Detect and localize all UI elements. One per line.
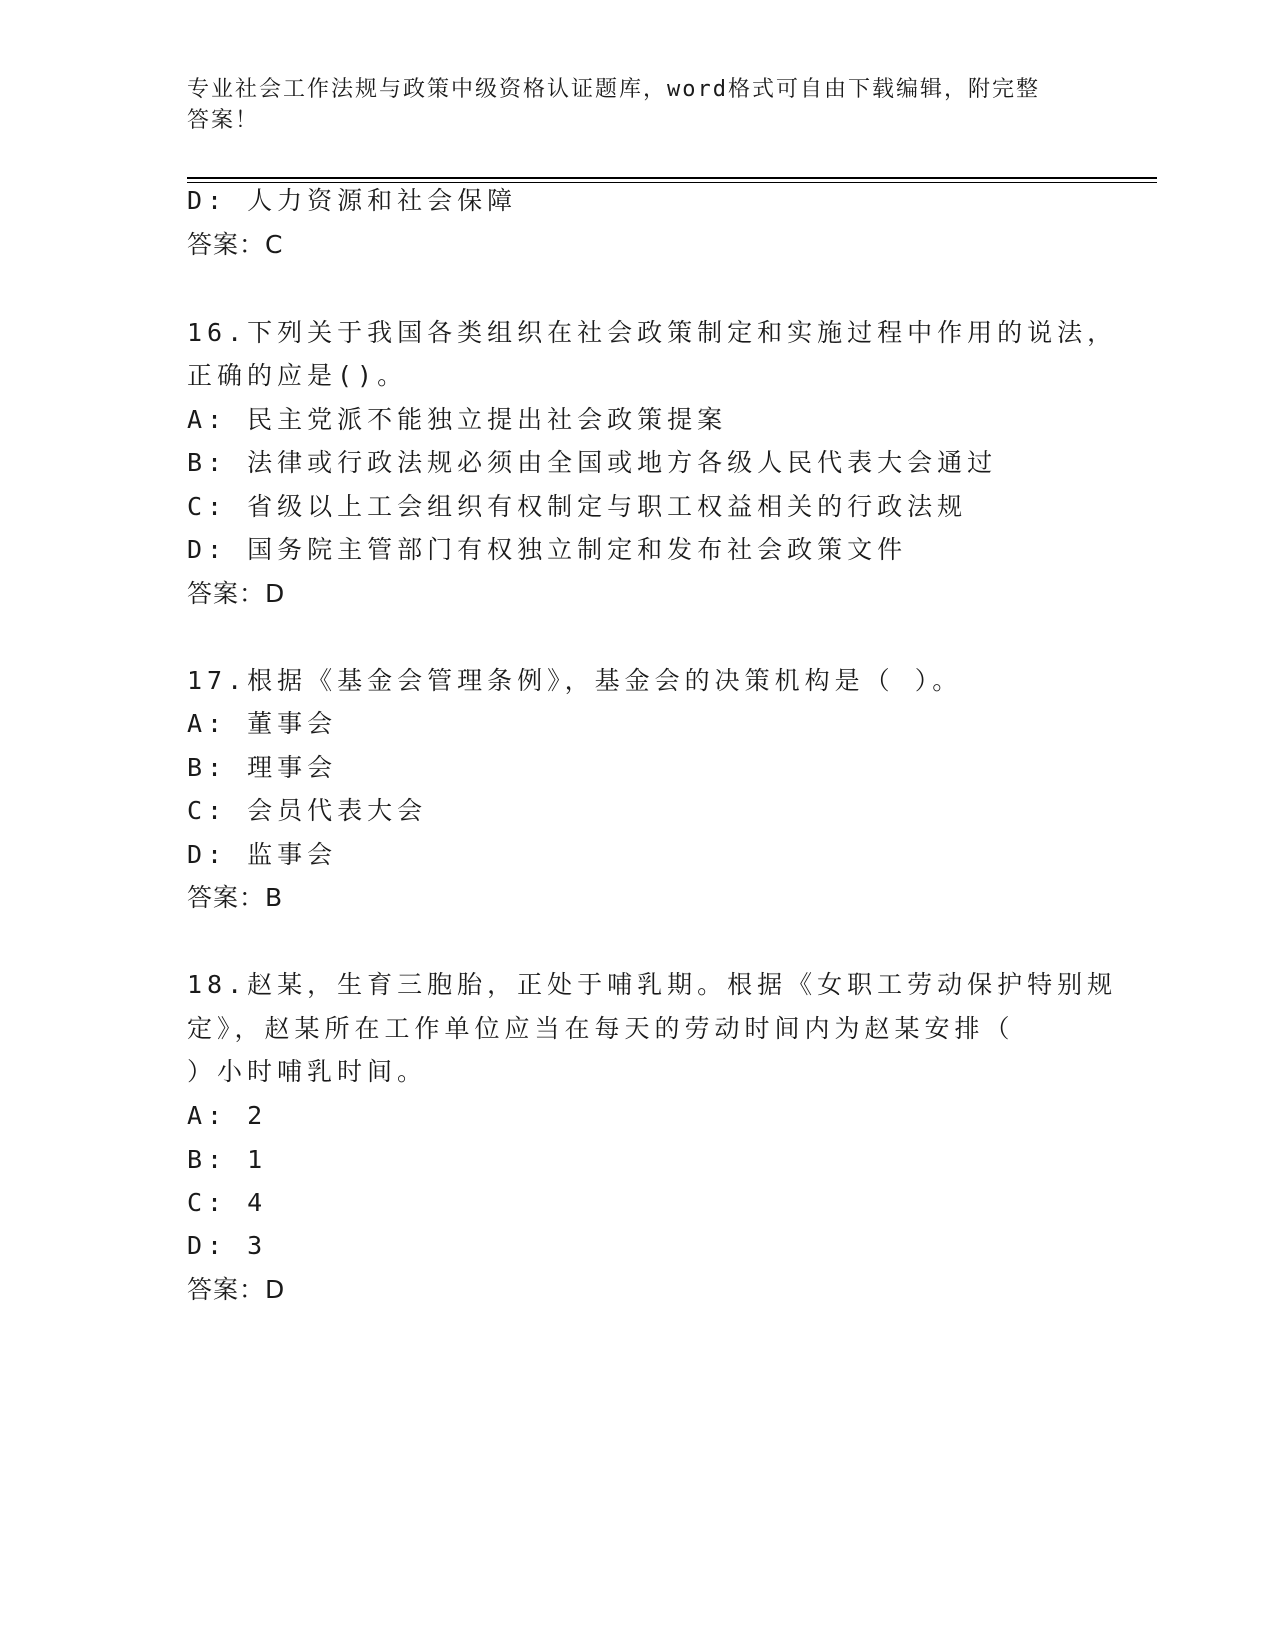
- q17-option-b: B: 理事会: [187, 753, 338, 782]
- q18-option-b: B: 1: [187, 1145, 268, 1174]
- q18-stem-line-1: 18.赵某，生育三胞胎，正处于哺乳期。根据《女职工劳动保护特别规: [187, 970, 1118, 999]
- header-rule-thick: [187, 177, 1157, 179]
- header-line-1: 专业社会工作法规与政策中级资格认证题库，word格式可自由下载编辑，附完整: [187, 77, 1040, 102]
- q17-answer: 答案：B: [187, 883, 284, 912]
- q16-answer: 答案：D: [187, 579, 286, 608]
- q16-option-b: B: 法律或行政法规必须由全国或地方各级人民代表大会通过: [187, 448, 998, 477]
- header-line-2: 答案！: [187, 108, 260, 133]
- q18-stem-line-2: 定》，赵某所在工作单位应当在每天的劳动时间内为赵某安排（: [187, 1014, 1015, 1043]
- prev-answer: 答案：C: [187, 230, 284, 259]
- q16-option-c: C: 省级以上工会组织有权制定与职工权益相关的行政法规: [187, 492, 968, 521]
- header-rule-thin: [187, 182, 1157, 183]
- q17-stem-line-1: 17.根据《基金会管理条例》，基金会的决策机构是（ ）。: [187, 666, 963, 695]
- q16-stem-line-2: 正确的应是()。: [187, 361, 408, 390]
- q17-option-a: A: 董事会: [187, 709, 338, 738]
- q16-option-a: A: 民主党派不能独立提出社会政策提案: [187, 405, 728, 434]
- page-header: [187, 74, 1087, 136]
- q18-option-a: A: 2: [187, 1101, 268, 1130]
- q18-option-c: C: 4: [187, 1188, 268, 1217]
- q18-stem-line-3: ）小时哺乳时间。: [187, 1057, 428, 1086]
- q17-option-d: D: 监事会: [187, 840, 338, 869]
- q16-stem-line-1: 16.下列关于我国各类组织在社会政策制定和实施过程中作用的说法，: [187, 318, 1118, 347]
- q16-option-d: D: 国务院主管部门有权独立制定和发布社会政策文件: [187, 535, 908, 564]
- q18-option-d: D: 3: [187, 1231, 268, 1260]
- prev-option-d: D: 人力资源和社会保障: [187, 186, 518, 215]
- q18-answer: 答案：D: [187, 1275, 286, 1304]
- q17-option-c: C: 会员代表大会: [187, 796, 428, 825]
